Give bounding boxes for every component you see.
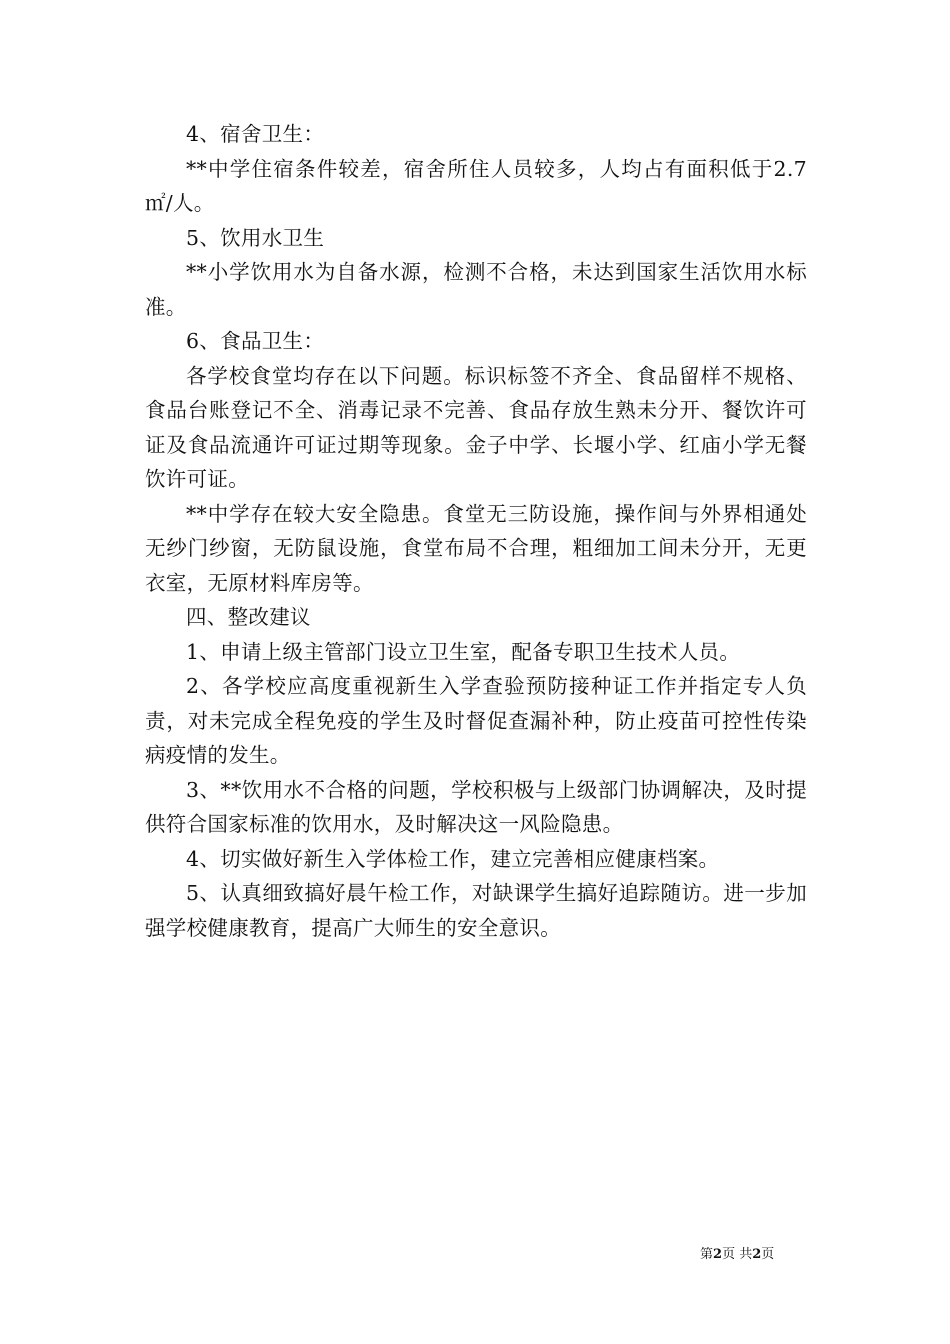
paragraph-suggestion-1: 1、申请上级主管部门设立卫生室，配备专职卫生技术人员。 (186, 639, 741, 664)
paragraph-suggestions-heading: 四、整改建议 (186, 605, 311, 629)
footer-suffix: 页 (761, 1247, 775, 1262)
footer-middle: 页 共 (722, 1247, 753, 1262)
paragraph-water-heading: 5、饮用水卫生 (186, 225, 325, 250)
paragraph-food-problems: 各学校食堂均存在以下问题。标识标签不齐全、食品留样不规格、食品台账登记不全、消毒记录不完善、食品存放生熟未分开、餐饮许可证及食品流通许可证过期等现象。金子中学、长堰小学、红庙小学无餐饮许可证。 (145, 363, 807, 491)
paragraph-suggestion-3: 3、**饮用水不合格的问题，学校积极与上级部门协调解决，及时提供符合国家标准的饮用水，及时解决这一风险隐患。 (145, 777, 807, 836)
paragraph-food-heading: 6、食品卫生： (186, 329, 325, 353)
document-body (145, 117, 807, 945)
current-page-number: 2 (713, 1247, 723, 1262)
page-number-footer (700, 1246, 830, 1264)
paragraph-suggestion-2: 2、各学校应高度重视新生入学查验预防接种证工作并指定专人负责，对未完成全程免疫的学生及时督促查漏补种，防止疫苗可控性传染病疫情的发生。 (145, 674, 807, 767)
total-page-number: 2 (752, 1247, 762, 1262)
paragraph-suggestion-4: 4、切实做好新生入学体检工作，建立完善相应健康档案。 (186, 846, 720, 871)
paragraph-water-text: **小学饮用水为自备水源，检测不合格，未达到国家生活饮用水标准。 (145, 260, 807, 319)
footer-prefix: 第 (700, 1247, 714, 1262)
paragraph-dormitory-text: **中学住宿条件较差，宿舍所住人员较多，人均占有面积低于2.7㎡/人。 (145, 156, 807, 215)
paragraph-food-hazards: **中学存在较大安全隐患。食堂无三防设施，操作间与外界相通处无纱门纱窗，无防鼠设施，食堂布局不合理，粗细加工间未分开，无更衣室，无原材料库房等。 (145, 501, 807, 595)
paragraph-dormitory-heading: 4、宿舍卫生： (186, 122, 325, 146)
paragraph-suggestion-5: 5、认真细致搞好晨午检工作，对缺课学生搞好追踪随访。进一步加强学校健康教育，提高广大师生的安全意识。 (145, 881, 807, 940)
